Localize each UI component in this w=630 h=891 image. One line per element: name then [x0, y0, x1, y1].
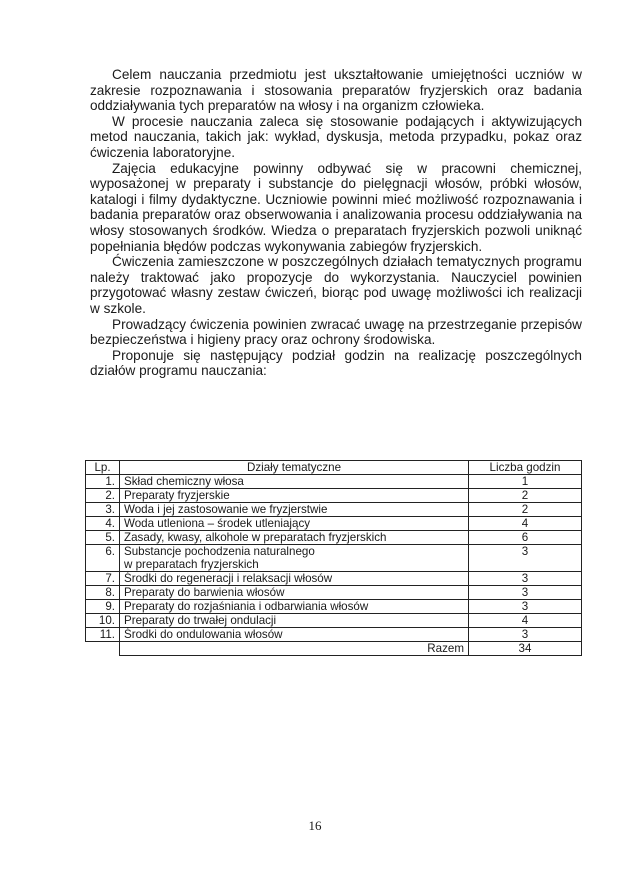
row-topic-line: Substancje pochodzenia naturalnego [124, 545, 315, 558]
table-row [86, 572, 582, 586]
row-lp: 9. [86, 600, 120, 614]
paragraph: Prowadzący ćwiczenia powinien zwracać uwagę na przestrzeganie przepisów bezpieczeństwa i higieny pracy oraz ochrony środowiska. [90, 316, 582, 348]
row-hours: 3 [469, 545, 582, 572]
header-topic: Działy tematyczne [120, 461, 469, 475]
total-spacer [86, 642, 120, 656]
row-hours: 3 [469, 572, 582, 586]
row-lp: 10. [86, 614, 120, 628]
row-topic: Środki do regeneracji i relaksacji włosów [120, 572, 469, 586]
row-topic: Preparaty do barwienia włosów [120, 586, 469, 600]
row-topic: Preparaty fryzjerskie [120, 489, 469, 503]
row-topic: Preparaty do rozjaśniania i odbarwiania włosów [120, 600, 469, 614]
row-hours: 2 [469, 503, 582, 517]
paragraph: Ćwiczenia zamieszczone w poszczególnych działach tematycznych programu należy traktować jako propozycje do wykorzystania. Nauczyciel powinien przygotować własny zestaw ćwiczeń, biorąc pod uwagę możliwości ich realizacji w szkole. [90, 254, 582, 316]
row-hours: 4 [469, 614, 582, 628]
page-number: 16 [308, 818, 322, 833]
row-hours: 3 [469, 628, 582, 642]
row-lp: 11. [86, 628, 120, 642]
table-header-row [86, 461, 582, 475]
header-lp: Lp. [86, 461, 120, 475]
total-label: Razem [120, 642, 469, 656]
row-hours: 3 [469, 600, 582, 614]
row-topic-line: w preparatach fryzjerskich [124, 558, 259, 571]
table-row [86, 600, 582, 614]
header-hours: Liczba godzin [469, 461, 582, 475]
table-row [86, 531, 582, 545]
table-row [86, 614, 582, 628]
paragraph: Proponuje się następujący podział godzin na realizację poszczególnych działów programu nauczania: [90, 347, 582, 379]
row-topic: Preparaty do trwałej ondulacji [120, 614, 469, 628]
row-lp: 8. [86, 586, 120, 600]
table-total-row [86, 642, 582, 656]
table-row [86, 517, 582, 531]
row-lp: 3. [86, 503, 120, 517]
row-hours: 4 [469, 517, 582, 531]
row-lp: 4. [86, 517, 120, 531]
row-lp: 5. [86, 531, 120, 545]
paragraph: Zajęcia edukacyjne powinny odbywać się w pracowni chemicznej, wyposażonej w preparaty i substancje do pielęgnacji włosów, próbki włosów, katalogi i filmy dydaktyczne. Uczniowie powinni mieć możliwość rozpoznawania i badania preparatów oraz obserwowania i analizowania procesu oddziaływania na włosy stosowanych środków. Wiedza o preparatach fryzjerskich pozwoli uniknąć popełniania błędów podczas wykonywania zabiegów fryzjerskich. [90, 160, 582, 254]
row-hours: 6 [469, 531, 582, 545]
row-topic: Zasady, kwasy, alkohole w preparatach fryzjerskich [120, 531, 469, 545]
total-value: 34 [469, 642, 582, 656]
table-row [86, 586, 582, 600]
row-lp: 6. [86, 545, 120, 572]
table-row [86, 475, 582, 489]
row-topic: Woda utleniona – środek utleniający [120, 517, 469, 531]
paragraph: W procesie nauczania zaleca się stosowanie podających i aktywizujących metod nauczania, takich jak: wykład, dyskusja, metoda przypadku, pokaz oraz ćwiczenia laboratoryjne. [90, 113, 582, 160]
table-row [86, 503, 582, 517]
row-hours: 2 [469, 489, 582, 503]
row-lp: 1. [86, 475, 120, 489]
row-topic [120, 545, 469, 572]
paragraph: Celem nauczania przedmiotu jest ukształtowanie umiejętności uczniów w zakresie rozpoznawania i stosowania preparatów fryzjerskich oraz badania oddziaływania tych preparatów na włosy i na organizm człowieka. [90, 67, 582, 114]
row-topic: Środki do ondulowania włosów [120, 628, 469, 642]
hours-table [85, 460, 582, 656]
row-hours: 3 [469, 586, 582, 600]
table-row [86, 489, 582, 503]
row-topic: Woda i jej zastosowanie we fryzjerstwie [120, 503, 469, 517]
row-lp: 2. [86, 489, 120, 503]
table-row [86, 545, 582, 572]
row-hours: 1 [469, 475, 582, 489]
row-topic: Skład chemiczny włosa [120, 475, 469, 489]
table-row [86, 628, 582, 642]
row-lp: 7. [86, 572, 120, 586]
body-text [90, 67, 582, 379]
